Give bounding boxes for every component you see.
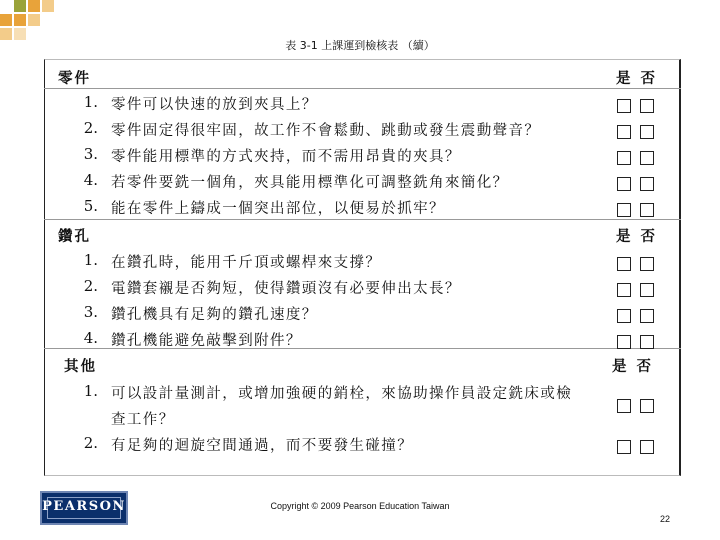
item-number: 3.	[83, 145, 98, 163]
section-divider	[44, 219, 681, 220]
item-text: 查工作？	[111, 412, 175, 428]
yes-checkbox[interactable]	[617, 257, 631, 271]
section-label: 其他	[64, 358, 97, 375]
item-number: 2.	[83, 119, 98, 137]
yes-checkbox[interactable]	[617, 309, 631, 323]
item-text: 能在零件上鑄成一個突出部位，以便易於抓牢？	[111, 201, 445, 217]
yes-checkbox[interactable]	[617, 335, 631, 349]
page-number: 22	[660, 514, 671, 524]
item-number: 4.	[83, 171, 98, 189]
item-number: 2.	[83, 434, 98, 452]
item-number: 2.	[83, 277, 98, 295]
item-text: 有足夠的迴旋空間通過，而不要發生碰撞？	[111, 438, 414, 454]
item-text: 若零件要銑一個角，夾具能用標準化可調整銑角來簡化？	[111, 175, 509, 191]
deco-square	[14, 14, 26, 26]
yes-checkbox[interactable]	[617, 99, 631, 113]
yes-no-header: 是否	[616, 70, 665, 87]
no-checkbox[interactable]	[640, 399, 654, 413]
no-checkbox[interactable]	[640, 335, 654, 349]
yes-no-header: 是否	[616, 228, 665, 245]
item-text: 零件可以快速的放到夾具上？	[111, 97, 318, 113]
item-text: 零件能用標準的方式夾持，而不需用昂貴的夾具？	[111, 149, 461, 165]
yes-no-header: 是否	[612, 358, 661, 375]
item-number: 5.	[83, 197, 98, 215]
no-checkbox[interactable]	[640, 309, 654, 323]
section-label: 鑽孔	[58, 228, 91, 245]
item-text: 零件固定得很牢固，故工作不會鬆動、跳動或發生震動聲音？	[111, 123, 541, 139]
item-number: 3.	[83, 303, 98, 321]
yes-checkbox[interactable]	[617, 283, 631, 297]
page-title: 表 3-1 上課運到檢核表 （續）	[285, 39, 435, 52]
no-checkbox[interactable]	[640, 125, 654, 139]
section-label: 零件	[58, 70, 91, 87]
yes-checkbox[interactable]	[617, 151, 631, 165]
item-text: 在鑽孔時，能用千斤頂或螺桿來支撐？	[111, 255, 382, 271]
item-number: 1.	[83, 382, 98, 400]
yes-checkbox[interactable]	[617, 399, 631, 413]
deco-square	[0, 14, 12, 26]
item-number: 1.	[83, 251, 98, 269]
item-text: 鑽孔機具有足夠的鑽孔速度？	[111, 307, 318, 323]
deco-square	[14, 0, 26, 12]
yes-checkbox[interactable]	[617, 203, 631, 217]
deco-square	[28, 0, 40, 12]
yes-checkbox[interactable]	[617, 125, 631, 139]
deco-square	[28, 14, 40, 26]
section-divider	[44, 88, 681, 89]
no-checkbox[interactable]	[640, 99, 654, 113]
item-text: 鑽孔機能避免敲擊到附件？	[111, 333, 302, 349]
item-text: 可以設計量測計，或增加強硬的銷栓，來協助操作員設定銑床或檢	[111, 386, 573, 402]
yes-checkbox[interactable]	[617, 177, 631, 191]
no-checkbox[interactable]	[640, 203, 654, 217]
no-checkbox[interactable]	[640, 283, 654, 297]
deco-square	[42, 0, 54, 12]
copyright-text: Copyright © 2009 Pearson Education Taiwan	[270, 501, 450, 511]
item-text: 電鑽套襯是否夠短，使得鑽頭沒有必要伸出太長？	[111, 281, 461, 297]
no-checkbox[interactable]	[640, 177, 654, 191]
no-checkbox[interactable]	[640, 151, 654, 165]
logo-text: PEARSON	[42, 499, 126, 514]
item-number: 1.	[83, 93, 98, 111]
no-checkbox[interactable]	[640, 257, 654, 271]
no-checkbox[interactable]	[640, 440, 654, 454]
yes-checkbox[interactable]	[617, 440, 631, 454]
item-number: 4.	[83, 329, 98, 347]
